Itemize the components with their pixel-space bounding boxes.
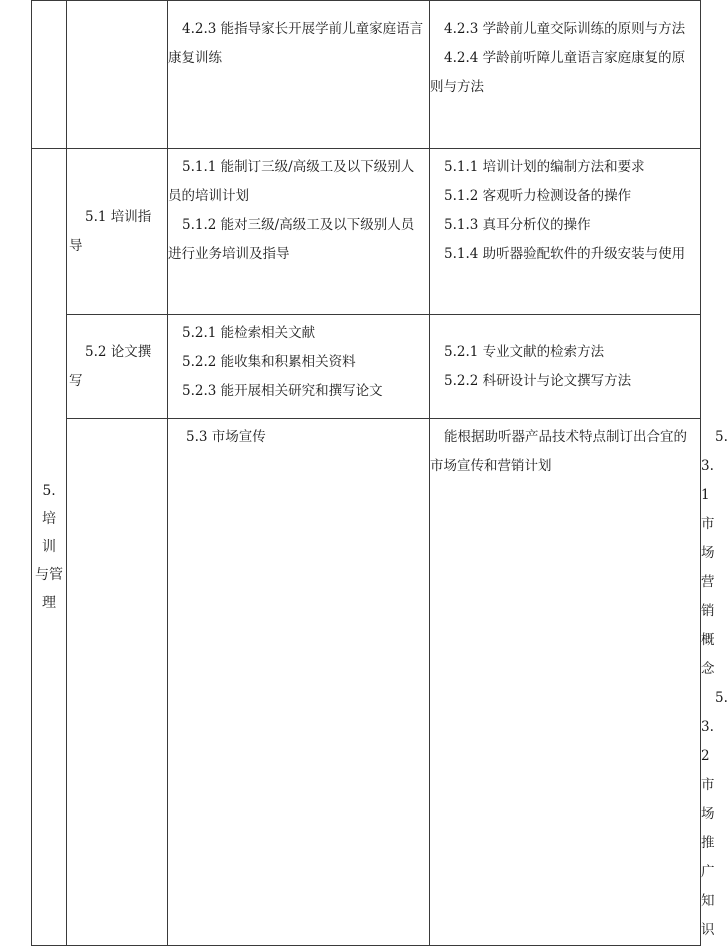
knowledge-item: 5.2.1 专业文献的检索方法 (444, 343, 605, 360)
unit-cell-empty (67, 1, 168, 149)
table-row (32, 1, 701, 149)
knowledge-item: 5.3.1 市场营销概念 (701, 429, 728, 677)
skill-requirements-table (31, 0, 728, 946)
knowledge-item: 5.3.2 市场推广知识 (701, 690, 728, 938)
skill-requirements-cell (430, 419, 701, 946)
knowledge-item: 5.2.2 科研设计与论文撰写方法 (444, 372, 632, 389)
knowledge-item: 5.1.1 培训计划的编制方法和要求 (444, 159, 645, 175)
unit-label: 5.3 市场宣传 (186, 429, 266, 445)
table-row (32, 149, 701, 315)
knowledge-item: 5.1.3 真耳分析仪的操作 (444, 217, 591, 233)
knowledge-item: 4.2.3 学龄前儿童交际训练的原则与方法 (444, 21, 686, 37)
skill-requirements-cell (168, 315, 430, 419)
skill-item: 5.1.1 能制订三级/高级工及以下级别人员的培训计划 (168, 159, 415, 204)
knowledge-requirements-cell (430, 149, 701, 315)
domain-label-line: 5. (42, 483, 56, 499)
skill-item: 5.2.3 能开展相关研究和撰写论文 (182, 383, 383, 399)
domain-label-line: 与管 (35, 567, 63, 583)
domain-label-line: 培 (42, 511, 56, 527)
skill-requirements-cell (168, 149, 430, 315)
domain-label-line: 理 (42, 595, 56, 611)
table-row (32, 419, 701, 946)
knowledge-requirements-cell (430, 315, 701, 419)
unit-cell (67, 149, 168, 315)
domain-cell-training-management (32, 149, 67, 946)
unit-label: 5.2 论文撰写 (69, 343, 152, 389)
knowledge-item: 4.2.4 学龄前听障儿童语言家庭康复的原则与方法 (430, 50, 686, 95)
skill-item: 5.2.1 能检索相关文献 (182, 325, 316, 341)
skill-requirements-cell (168, 1, 430, 149)
unit-cell (67, 315, 168, 419)
domain-cell-empty (32, 1, 67, 149)
skill-item: 5.2.2 能收集和积累相关资料 (182, 354, 356, 370)
skill-item: 4.2.3 能指导家长开展学前儿童家庭语言康复训练 (168, 21, 424, 66)
skill-item: 能根据助听器产品技术特点制订出合宜的市场宣传和营销计划 (430, 429, 687, 474)
skill-item: 5.1.2 能对三级/高级工及以下级别人员进行业务培训及指导 (168, 217, 415, 262)
table-row (32, 315, 701, 419)
knowledge-item: 5.1.2 客观听力检测设备的操作 (444, 188, 632, 204)
unit-cell (168, 419, 430, 946)
knowledge-requirements-cell (430, 1, 701, 149)
unit-label: 5.1 培训指导 (69, 208, 152, 254)
knowledge-item: 5.1.4 助听器验配软件的升级安装与使用 (444, 246, 686, 262)
domain-label-line: 训 (42, 539, 56, 555)
domain-cell-empty (67, 419, 168, 946)
